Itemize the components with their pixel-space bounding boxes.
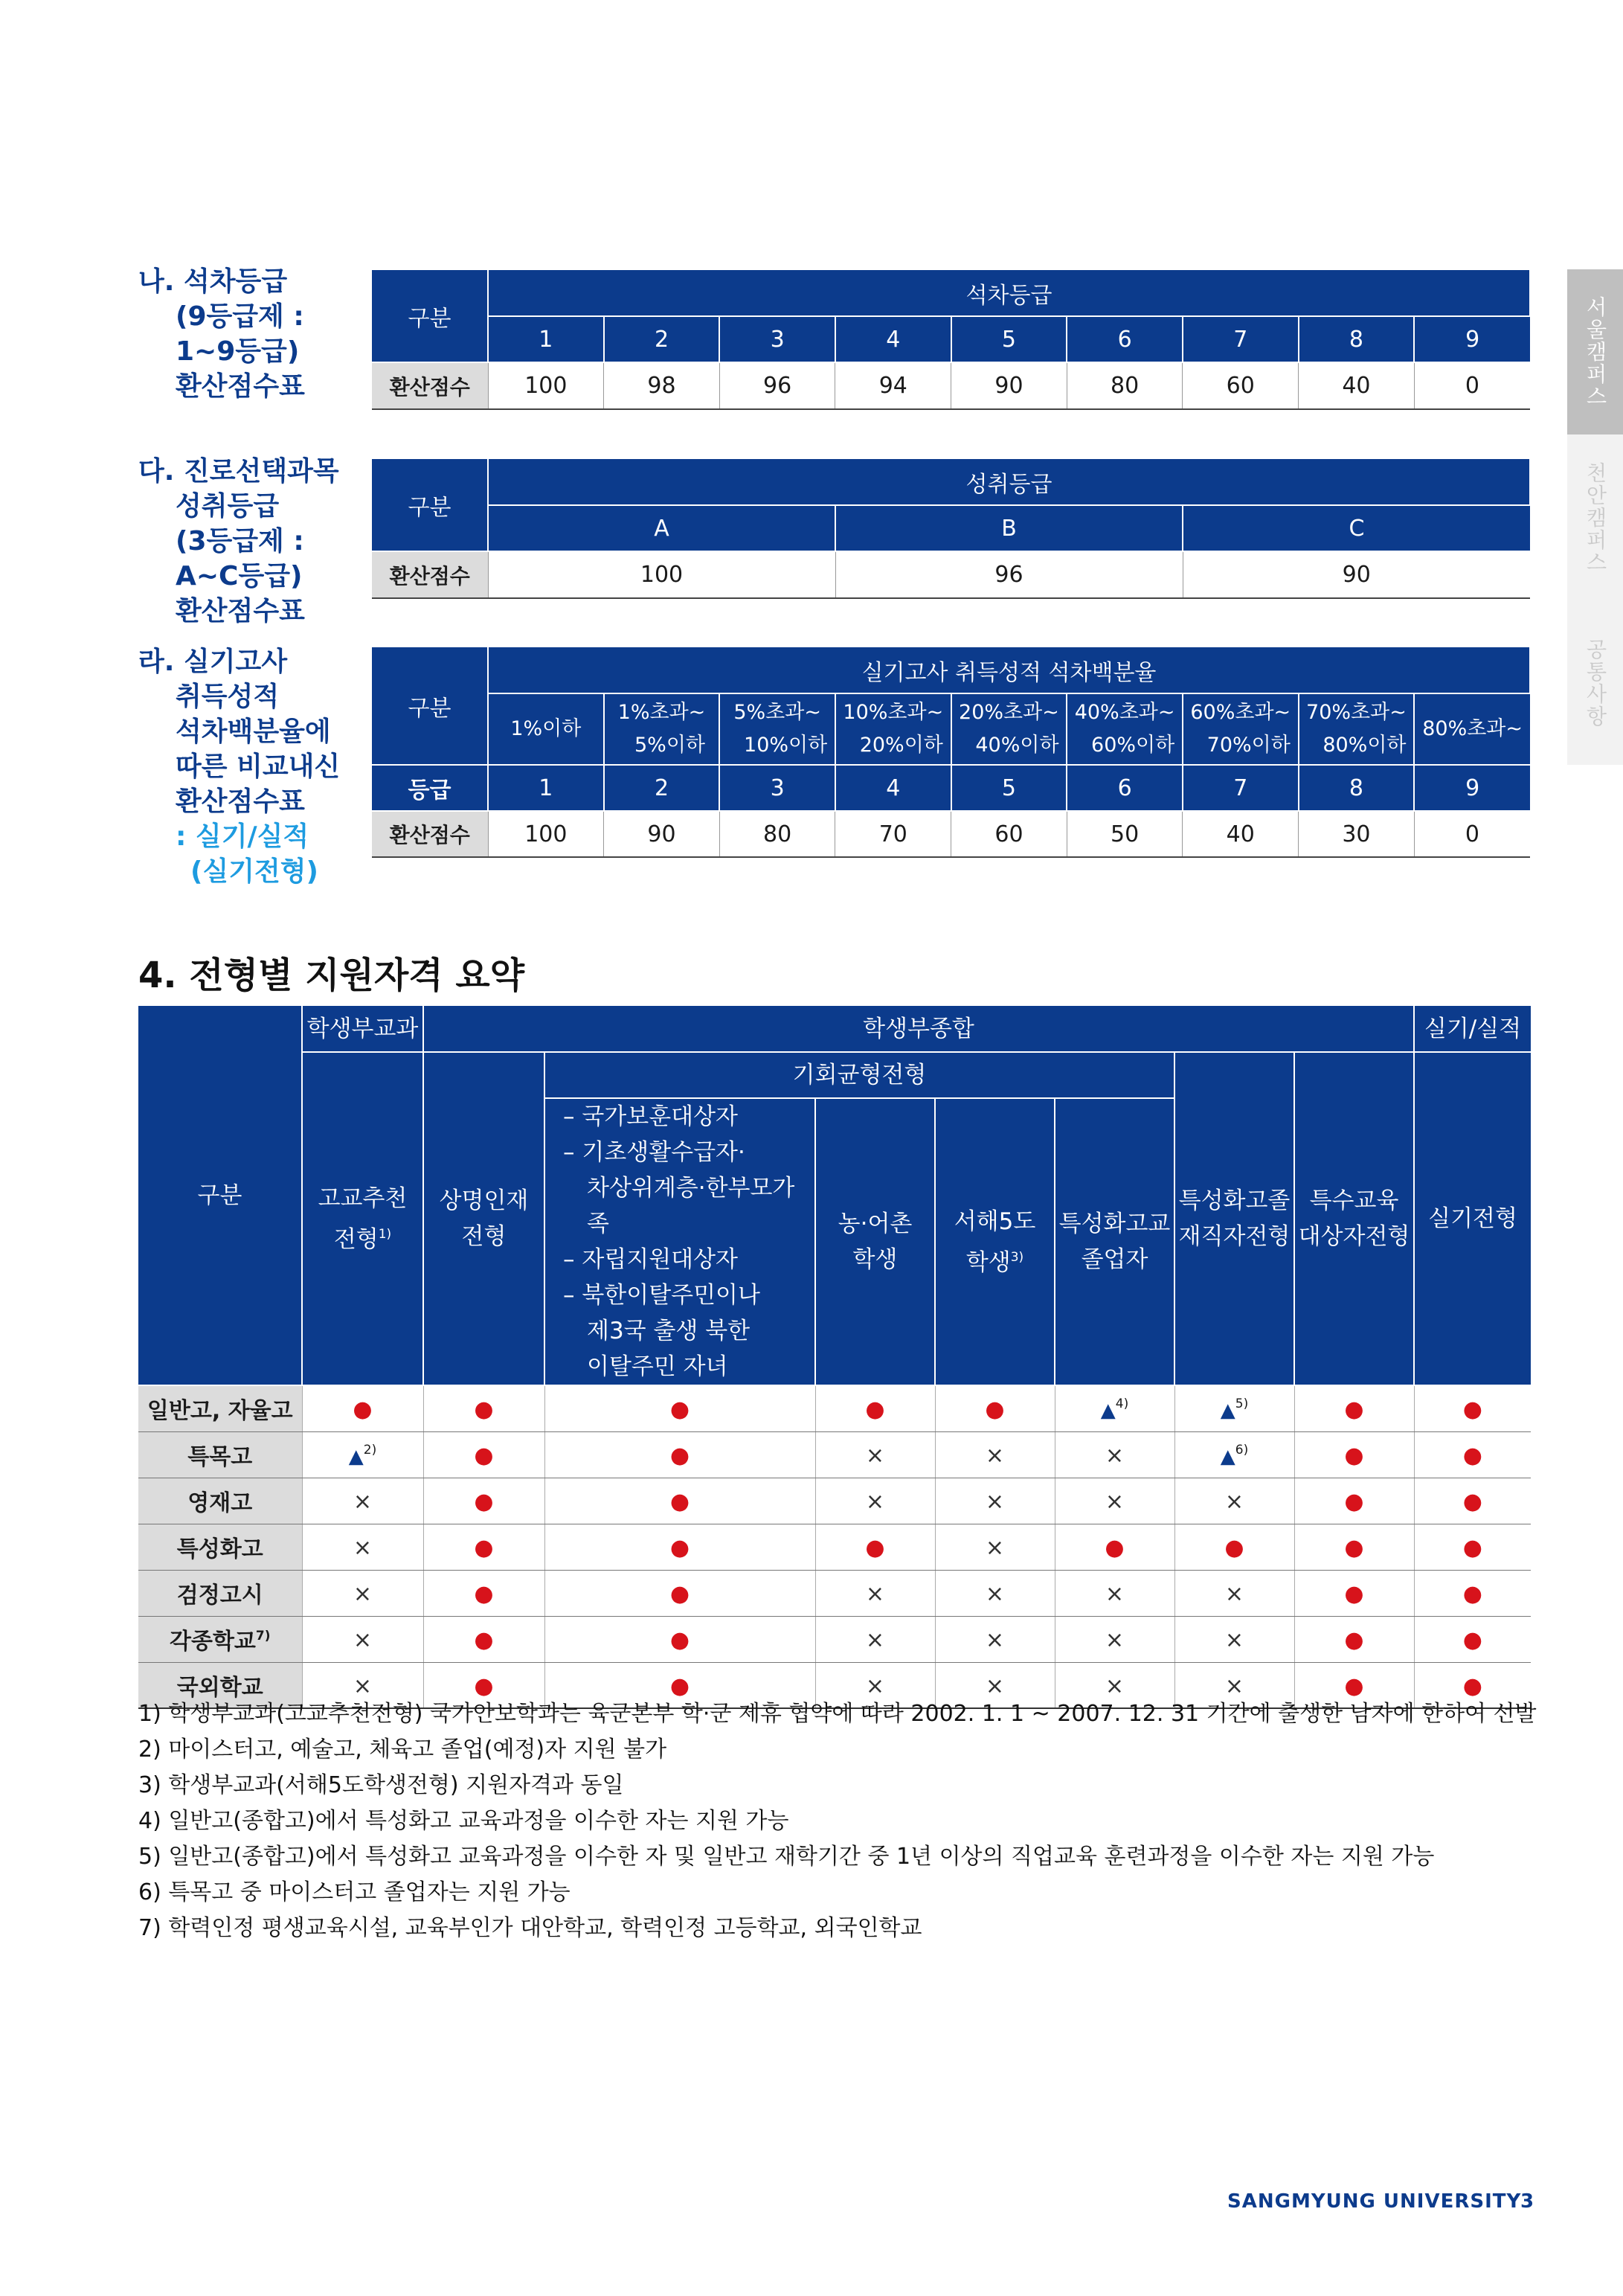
eligibility-cell	[544, 1478, 815, 1524]
range-line: 10%이하	[744, 734, 828, 757]
footer-university: SANGMYUNG UNIVERSITY	[1227, 2190, 1522, 2213]
list-line: – 기초생활수급자·	[563, 1139, 745, 1166]
not-eligible-x-icon: ×	[865, 1581, 885, 1607]
eligible-dot-icon: ●	[474, 1489, 494, 1515]
range-line: 70%초과~	[1306, 701, 1407, 724]
range-line: 80%초과~	[1422, 717, 1523, 740]
not-eligible-x-icon: ×	[1105, 1443, 1125, 1469]
eligible-dot-icon: ●	[1344, 1535, 1364, 1561]
score-cell: 96	[719, 362, 835, 409]
table-group-head: 실기고사 취득성적 석차백분율	[488, 647, 1530, 693]
table-row	[138, 1524, 1531, 1570]
col-line: 대상자전형	[1298, 1223, 1410, 1250]
footnote-mark: 4)	[1115, 1396, 1129, 1412]
title-line: 환산점수표	[176, 786, 305, 817]
col-line: 서해5도	[954, 1208, 1036, 1235]
title-line: (9등급제 :	[176, 301, 304, 332]
grade-score-table-9	[372, 270, 1531, 410]
row-label	[138, 1616, 302, 1662]
score-cell: 94	[835, 362, 951, 409]
eligibility-cell	[1414, 1616, 1531, 1662]
table-row	[138, 1616, 1531, 1662]
footnote: 4) 일반고(종합고)에서 특성화고 교육과정을 이수한 자는 지원 가능	[138, 1808, 789, 1834]
eligible-dot-icon: ●	[1462, 1535, 1482, 1561]
col-line: 학생	[852, 1246, 898, 1273]
grade-cell: 9	[1414, 765, 1530, 811]
eligible-dot-icon: ●	[1462, 1581, 1482, 1607]
eligibility-cell	[1174, 1616, 1294, 1662]
grade-cell: 5	[951, 765, 1067, 811]
score-cell: 70	[835, 811, 951, 857]
row-label-text: 일반고, 자율고	[147, 1398, 293, 1425]
row-label	[138, 1431, 302, 1478]
eligible-dot-icon: ●	[865, 1396, 885, 1423]
eligibility-cell	[1414, 1478, 1531, 1524]
eligible-dot-icon: ●	[474, 1581, 494, 1607]
list-line: – 북한이탈주민이나	[563, 1282, 760, 1309]
eligible-dot-icon: ●	[1462, 1673, 1482, 1699]
not-eligible-x-icon: ×	[1105, 1627, 1125, 1653]
eligibility-cell	[1055, 1616, 1174, 1662]
eligible-dot-icon: ●	[474, 1396, 494, 1423]
eligibility-cell	[302, 1570, 423, 1616]
eligible-dot-icon: ●	[1344, 1627, 1364, 1653]
col-recommend	[302, 1052, 423, 1385]
eligible-dot-icon: ●	[1462, 1489, 1482, 1515]
not-eligible-x-icon: ×	[1105, 1489, 1125, 1515]
eligible-dot-icon: ●	[1344, 1396, 1364, 1423]
footnote: 6) 특목고 중 마이스터고 졸업자는 지원 가능	[138, 1879, 571, 1905]
eligibility-cell	[1055, 1478, 1174, 1524]
range-cell	[488, 693, 604, 765]
not-eligible-x-icon: ×	[865, 1443, 885, 1469]
list-line: – 자립지원대상자	[563, 1246, 738, 1273]
col-line: 농·어촌	[838, 1210, 913, 1237]
group-head-silgi: 실기/실적	[1414, 1006, 1531, 1052]
col-line: 특성화고교	[1058, 1210, 1171, 1237]
not-eligible-x-icon: ×	[985, 1489, 1005, 1515]
range-cell	[719, 693, 835, 765]
eligibility-cell	[1294, 1478, 1414, 1524]
eligible-dot-icon: ●	[1344, 1581, 1364, 1607]
eligible-dot-icon: ●	[865, 1535, 885, 1561]
eligibility-cell	[935, 1478, 1055, 1524]
range-line: 40%초과~	[1074, 701, 1175, 724]
title-line: 따른 비교내신	[176, 751, 341, 782]
table-group-head: 석차등급	[488, 270, 1530, 316]
eligibility-cell	[1414, 1385, 1531, 1431]
score-cell: 100	[488, 362, 604, 409]
range-cell	[604, 693, 720, 765]
eligibility-cell	[815, 1524, 935, 1570]
footnote: 2) 마이스터고, 예술고, 체육고 졸업(예정)자 지원 불가	[138, 1737, 667, 1763]
summary-body	[138, 1385, 1531, 1708]
not-eligible-x-icon: ×	[865, 1673, 885, 1699]
eligible-dot-icon: ●	[1344, 1673, 1364, 1699]
score-cell: 90	[1183, 551, 1530, 598]
row-label-text: 영재고	[187, 1490, 253, 1516]
score-cell: 30	[1299, 811, 1415, 857]
eligible-dot-icon: ●	[353, 1396, 373, 1423]
grade-cell: 5	[951, 316, 1067, 362]
eligibility-cell	[1294, 1385, 1414, 1431]
eligibility-cell	[302, 1478, 423, 1524]
grade-cell: 8	[1299, 316, 1415, 362]
eligibility-cell	[423, 1616, 544, 1662]
not-eligible-x-icon: ×	[1224, 1489, 1244, 1515]
score-cell: 90	[604, 811, 720, 857]
range-line: 5%초과~	[733, 701, 821, 724]
eligible-dot-icon: ●	[669, 1396, 690, 1423]
range-line: 1%이하	[510, 717, 582, 740]
range-line: 40%이하	[975, 734, 1059, 757]
table-head: 구분	[372, 647, 488, 765]
not-eligible-x-icon: ×	[985, 1535, 1005, 1561]
eligible-dot-icon: ●	[474, 1535, 494, 1561]
eligible-dot-icon: ●	[1105, 1535, 1125, 1561]
eligibility-cell	[423, 1431, 544, 1478]
grade-cell: 2	[604, 765, 720, 811]
grade-cell: 1	[488, 316, 604, 362]
col-head: 구분	[138, 1006, 302, 1385]
title-line: 환산점수표	[176, 596, 305, 626]
eligibility-cell	[1174, 1570, 1294, 1616]
row-label-text: 각종학교	[169, 1629, 256, 1655]
range-line: 10%초과~	[843, 701, 944, 724]
eligibility-cell	[1414, 1431, 1531, 1478]
eligibility-cell	[935, 1524, 1055, 1570]
score-cell: 60	[951, 811, 1067, 857]
range-cell	[951, 693, 1067, 765]
title-line: 석차백분율에	[176, 716, 331, 747]
row-label: 환산점수	[372, 551, 488, 598]
range-line: 20%이하	[859, 734, 943, 757]
section-ra-title	[138, 644, 340, 889]
grade-cell: 7	[1183, 765, 1299, 811]
col-line: 재직자전형	[1178, 1223, 1291, 1250]
not-eligible-x-icon: ×	[865, 1489, 885, 1515]
title-line: 1~9등급)	[176, 336, 300, 367]
score-cell: 40	[1183, 811, 1299, 857]
not-eligible-x-icon: ×	[353, 1489, 373, 1515]
eligibility-cell	[423, 1524, 544, 1570]
col-practical	[1414, 1052, 1531, 1385]
grade-cell: 3	[719, 765, 835, 811]
footnote-mark: 2)	[363, 1443, 377, 1458]
eligible-dot-icon: ●	[669, 1489, 690, 1515]
range-line: 20%초과~	[959, 701, 1059, 724]
col-specialized-worker	[1174, 1052, 1294, 1385]
footnote-mark: 3)	[1010, 1249, 1024, 1265]
not-eligible-x-icon: ×	[1105, 1673, 1125, 1699]
eligibility-cell	[1414, 1570, 1531, 1616]
col-line: 특수교육	[1309, 1187, 1399, 1214]
conditional-triangle-icon: ▲	[348, 1446, 364, 1468]
eligibility-cell	[815, 1478, 935, 1524]
eligibility-cell	[935, 1570, 1055, 1616]
col-special-education	[1294, 1052, 1414, 1385]
grade-cell: 3	[719, 316, 835, 362]
table-row	[138, 1570, 1531, 1616]
title-line: 환산점수표	[176, 371, 305, 402]
footnote: 7) 학력인정 평생교육시설, 교육부인가 대안학교, 학력인정 고등학교, 외국인학교	[138, 1915, 922, 1941]
score-cell: 96	[835, 551, 1183, 598]
title-line: (3등급제 :	[176, 526, 304, 557]
eligibility-cell	[815, 1570, 935, 1616]
col-line	[936, 1240, 1054, 1280]
subgroup-balance: 기회균형전형	[544, 1052, 1174, 1098]
eligibility-cell	[1055, 1431, 1174, 1478]
eligible-dot-icon: ●	[474, 1443, 494, 1469]
table-row	[138, 1478, 1531, 1524]
not-eligible-x-icon: ×	[985, 1443, 1005, 1469]
table-row	[138, 1431, 1531, 1478]
title-line: 취득성적	[176, 682, 280, 712]
col-line	[303, 1216, 422, 1257]
eligibility-cell	[1174, 1524, 1294, 1570]
list-line: 제3국 출생 북한	[587, 1318, 751, 1344]
achievement-score-table	[372, 459, 1531, 599]
title-highlight: (실기전형)	[190, 856, 319, 887]
eligible-dot-icon: ●	[669, 1443, 690, 1469]
title-line: 라. 실기고사	[138, 647, 288, 677]
page-number: 3	[1520, 2190, 1534, 2213]
col-west-sea	[935, 1098, 1055, 1385]
title-highlight: : 실기/실적	[176, 821, 309, 852]
row-label	[138, 1570, 302, 1616]
list-line: – 국가보훈대상자	[563, 1103, 738, 1130]
eligible-dot-icon: ●	[1224, 1535, 1244, 1561]
footnote-mark: 1)	[378, 1226, 392, 1242]
range-line: 80%이하	[1322, 734, 1407, 757]
footnote-mark: 6)	[1235, 1443, 1249, 1458]
conditional-triangle-icon: ▲	[1220, 1446, 1235, 1468]
eligibility-cell	[935, 1385, 1055, 1431]
eligibility-summary-table	[138, 1006, 1531, 1709]
not-eligible-x-icon: ×	[1224, 1581, 1244, 1607]
side-tab-seoul[interactable]	[1567, 269, 1623, 434]
eligibility-cell	[423, 1478, 544, 1524]
grade-cell: 6	[1067, 316, 1183, 362]
eligibility-cell	[1055, 1524, 1174, 1570]
title-line: 나. 석차등급	[138, 266, 288, 297]
not-eligible-x-icon: ×	[1224, 1673, 1244, 1699]
row-label-text: 국외학교	[176, 1674, 263, 1701]
col-line: 고교추천	[318, 1184, 408, 1212]
not-eligible-x-icon: ×	[865, 1627, 885, 1653]
col-line: 졸업자	[1081, 1246, 1148, 1273]
eligibility-cell	[302, 1616, 423, 1662]
footnotes	[138, 1696, 1537, 1946]
col-specialized-grad	[1055, 1098, 1174, 1385]
eligibility-cell	[935, 1616, 1055, 1662]
score-cell: 80	[1067, 362, 1183, 409]
eligibility-cell	[1294, 1524, 1414, 1570]
eligibility-cell	[815, 1431, 935, 1478]
range-line: 60%초과~	[1190, 701, 1291, 724]
not-eligible-x-icon: ×	[353, 1627, 373, 1653]
eligibility-cell	[1414, 1524, 1531, 1570]
grade-cell: 6	[1067, 765, 1183, 811]
score-cell: 60	[1183, 362, 1299, 409]
eligibility-cell	[1294, 1616, 1414, 1662]
eligibility-cell	[544, 1524, 815, 1570]
score-cell: 50	[1067, 811, 1183, 857]
eligible-dot-icon: ●	[669, 1673, 690, 1699]
eligibility-cell	[302, 1385, 423, 1431]
col-line: 실기전형	[1428, 1205, 1517, 1232]
eligible-dot-icon: ●	[985, 1396, 1005, 1423]
conditional-triangle-icon: ▲	[1220, 1399, 1235, 1423]
grade-cell: 8	[1299, 765, 1415, 811]
list-line: 차상위계층·한부모가족	[587, 1175, 795, 1237]
section-4-title: 4. 전형별 지원자격 요약	[138, 955, 525, 996]
row-label: 환산점수	[372, 811, 488, 857]
eligibility-cell	[302, 1431, 423, 1478]
eligibility-cell	[935, 1431, 1055, 1478]
row-label-text: 검정고시	[176, 1582, 263, 1609]
not-eligible-x-icon: ×	[353, 1673, 373, 1699]
footnote: 5) 일반고(종합고)에서 특성화고 교육과정을 이수한 자 및 일반고 재학기간 중 1년 이상의 직업교육 훈련과정을 이수한 자는 지원 가능	[138, 1844, 1435, 1870]
range-cell	[1299, 693, 1415, 765]
score-cell: 100	[488, 551, 835, 598]
eligibility-cell	[544, 1570, 815, 1616]
conditional-triangle-icon: ▲	[1100, 1399, 1116, 1423]
eligibility-cell	[544, 1616, 815, 1662]
col-line-text: 학생	[965, 1248, 1011, 1276]
col-balance-list	[544, 1098, 815, 1385]
range-cell	[1067, 693, 1183, 765]
practical-score-table	[372, 647, 1531, 858]
grade-cell: 2	[604, 316, 720, 362]
not-eligible-x-icon: ×	[353, 1581, 373, 1607]
group-head-gyogwa: 학생부교과	[302, 1006, 423, 1052]
grade-cell: A	[488, 505, 835, 551]
range-cell	[835, 693, 951, 765]
grade-cell: 4	[835, 316, 951, 362]
row-label-text: 특성화고	[176, 1536, 263, 1562]
score-cell: 0	[1414, 362, 1530, 409]
title-line: 성취등급	[176, 491, 280, 522]
footnote-mark: 5)	[1235, 1396, 1249, 1412]
row-label: 환산점수	[372, 362, 488, 409]
table-group-head: 성취등급	[488, 459, 1530, 505]
table-head: 구분	[372, 459, 488, 551]
footnote: 3) 학생부교과(서해5도학생전형) 지원자격과 동일	[138, 1772, 624, 1798]
score-cell: 0	[1414, 811, 1530, 857]
grade-cell: B	[835, 505, 1183, 551]
list-line: 이탈주민 자녀	[587, 1353, 728, 1380]
title-line: A~C등급)	[176, 561, 303, 591]
eligible-dot-icon: ●	[1344, 1489, 1364, 1515]
grade-cell: 9	[1414, 316, 1530, 362]
section-da-title	[138, 454, 339, 629]
row-label	[138, 1385, 302, 1431]
eligibility-cell	[1174, 1431, 1294, 1478]
range-cell	[1414, 693, 1530, 765]
grade-label: 등급	[372, 765, 488, 811]
eligibility-cell	[1294, 1570, 1414, 1616]
side-tab-label: 천안캠퍼스	[1583, 462, 1608, 574]
side-tab-label: 서울캠퍼스	[1583, 296, 1608, 408]
side-tab-common[interactable]	[1567, 601, 1623, 765]
group-head-jonghap: 학생부종합	[423, 1006, 1414, 1052]
eligibility-cell	[1174, 1478, 1294, 1524]
not-eligible-x-icon: ×	[985, 1627, 1005, 1653]
eligibility-cell	[423, 1570, 544, 1616]
col-line: 전형	[461, 1223, 507, 1250]
side-tab-cheonan[interactable]	[1567, 434, 1623, 601]
eligible-dot-icon: ●	[474, 1673, 494, 1699]
not-eligible-x-icon: ×	[353, 1535, 373, 1561]
eligibility-cell	[815, 1616, 935, 1662]
grade-cell: 7	[1183, 316, 1299, 362]
col-line: 상명인재	[439, 1187, 529, 1214]
side-tab-label: 공통사항	[1583, 638, 1608, 728]
not-eligible-x-icon: ×	[1224, 1627, 1244, 1653]
eligibility-cell	[423, 1385, 544, 1431]
eligible-dot-icon: ●	[474, 1627, 494, 1653]
col-line: 특성화고졸	[1178, 1187, 1291, 1214]
eligible-dot-icon: ●	[669, 1627, 690, 1653]
grade-cell: C	[1183, 505, 1530, 551]
eligibility-cell	[1174, 1385, 1294, 1431]
title-line: 다. 진로선택과목	[138, 456, 339, 487]
score-cell: 80	[719, 811, 835, 857]
range-line: 70%이하	[1206, 734, 1291, 757]
score-cell: 98	[604, 362, 720, 409]
row-label	[138, 1524, 302, 1570]
col-line-text: 전형	[333, 1225, 379, 1253]
score-cell: 100	[488, 811, 604, 857]
eligible-dot-icon: ●	[669, 1581, 690, 1607]
table-row	[138, 1385, 1531, 1431]
range-cell	[1183, 693, 1299, 765]
section-na-title	[138, 264, 305, 404]
not-eligible-x-icon: ×	[985, 1673, 1005, 1699]
eligibility-cell	[544, 1431, 815, 1478]
eligibility-cell	[1055, 1385, 1174, 1431]
eligibility-cell	[1055, 1570, 1174, 1616]
table-head: 구분	[372, 270, 488, 362]
eligibility-cell	[1294, 1431, 1414, 1478]
eligible-dot-icon: ●	[669, 1535, 690, 1561]
eligibility-cell	[815, 1385, 935, 1431]
eligible-dot-icon: ●	[1462, 1396, 1482, 1423]
row-label-text: 특목고	[187, 1444, 253, 1470]
range-line: 1%초과~	[617, 701, 706, 724]
eligible-dot-icon: ●	[1462, 1443, 1482, 1469]
eligible-dot-icon: ●	[1462, 1627, 1482, 1653]
eligibility-cell	[302, 1524, 423, 1570]
eligible-dot-icon: ●	[1344, 1443, 1364, 1469]
footnote: 1) 학생부교과(고교추천전형) 국가안보학과는 육군본부 학·군 제휴 협약에 따라 2002. 1. 1 ~ 2007. 12. 31 기간에 출생한 남자에 한하여 선발	[138, 1701, 1537, 1727]
range-line: 5%이하	[634, 734, 705, 757]
grade-cell: 4	[835, 765, 951, 811]
col-sangmyung	[423, 1052, 544, 1385]
row-label	[138, 1478, 302, 1524]
not-eligible-x-icon: ×	[985, 1581, 1005, 1607]
range-line: 60%이하	[1091, 734, 1175, 757]
grade-cell: 1	[488, 765, 604, 811]
eligibility-cell	[544, 1385, 815, 1431]
footnote-mark: 7)	[255, 1629, 271, 1644]
not-eligible-x-icon: ×	[1105, 1581, 1125, 1607]
col-rural	[815, 1098, 935, 1385]
score-cell: 40	[1299, 362, 1415, 409]
score-cell: 90	[951, 362, 1067, 409]
